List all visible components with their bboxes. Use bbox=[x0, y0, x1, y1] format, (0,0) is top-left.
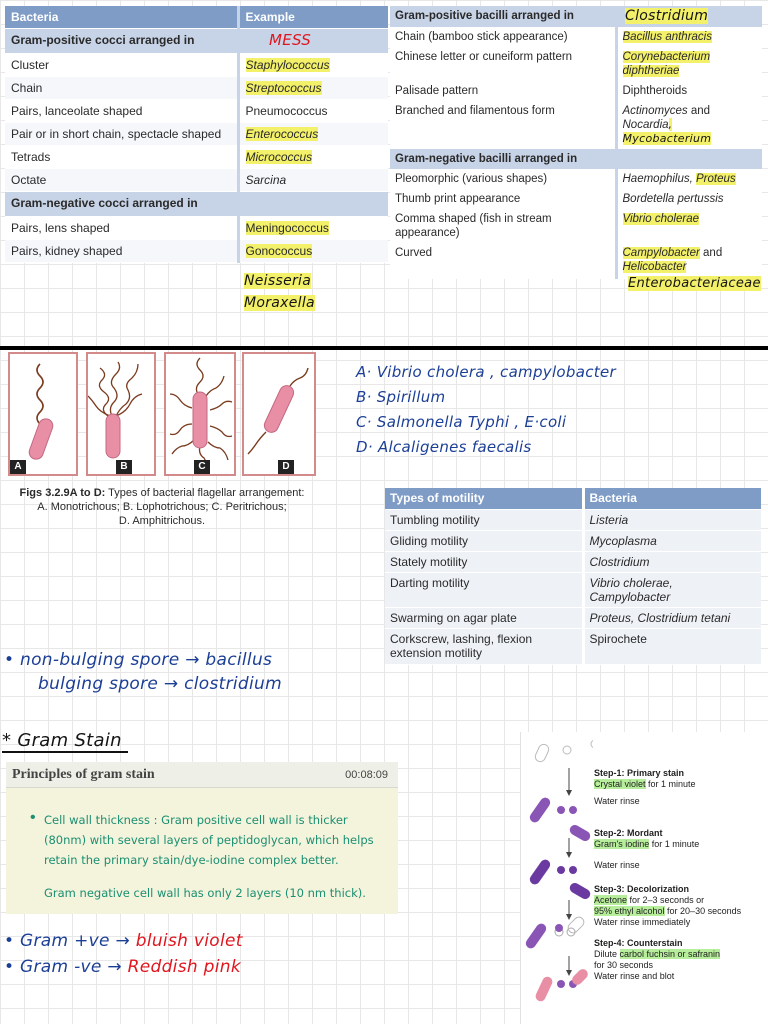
group-heading: Gram-negative cocci arranged in bbox=[5, 192, 388, 217]
table-row bbox=[390, 101, 762, 149]
motility-table bbox=[385, 488, 761, 665]
note-line: D· Alcaligenes faecalis bbox=[356, 438, 532, 456]
cell: Mycoplasma bbox=[583, 530, 761, 551]
handwritten-flagella-examples bbox=[356, 360, 616, 460]
principles-title: Principles of gram stain bbox=[12, 767, 155, 782]
table-row bbox=[385, 628, 761, 664]
note-line: A· Vibrio cholera , campylobacter bbox=[356, 363, 616, 381]
monotrichous-bacterium-icon bbox=[10, 354, 76, 474]
cell: Pairs, kidney shaped bbox=[5, 240, 238, 263]
cell: Proteus, Clostridium tetani bbox=[583, 607, 761, 628]
cell: Palisade pattern bbox=[395, 85, 479, 97]
cell: Pair or in short chain, spectacle shaped bbox=[5, 123, 238, 146]
cell-part: and bbox=[699, 247, 723, 259]
arrow-icon: → bbox=[115, 931, 131, 951]
cell: Listeria bbox=[583, 509, 761, 530]
result-value: bluish violet bbox=[135, 931, 243, 951]
gram-results bbox=[4, 928, 243, 980]
table-row bbox=[390, 47, 762, 81]
cell: Corkscrew, lashing, flexion extension motility bbox=[385, 628, 583, 664]
principle-text: Gram negative cell wall has only 2 layers (10 nm thick). bbox=[44, 886, 366, 900]
panel-lophotrichous bbox=[86, 352, 156, 476]
caption-line: A. Monotrichous; B. Lophotrichous; C. Peritrichous; bbox=[37, 501, 287, 513]
table-row bbox=[390, 189, 762, 209]
table-row bbox=[390, 81, 762, 101]
handwritten-notes-neisseria bbox=[244, 270, 315, 314]
cell: Bordetella pertussis bbox=[616, 189, 762, 209]
result-value: Reddish pink bbox=[127, 957, 241, 977]
cell-part: Haemophilus, bbox=[622, 173, 697, 185]
step-1 bbox=[594, 768, 696, 812]
group-heading: Gram-positive cocci arranged in bbox=[5, 29, 238, 54]
principles-body bbox=[6, 788, 398, 914]
panel-peritrichous bbox=[164, 352, 236, 476]
handwritten-note-mycobacterium: , Mycobacterium bbox=[622, 118, 712, 145]
note-line: bulging spore → clostridium bbox=[38, 674, 282, 694]
cell-highlighted: Proteus bbox=[696, 173, 736, 185]
table-row bbox=[390, 27, 762, 47]
cell-highlighted: Corynebacterium diphtheriae bbox=[622, 51, 711, 77]
step-3 bbox=[594, 884, 741, 928]
note-line: B· Spirillum bbox=[356, 388, 446, 406]
cell: Chain bbox=[5, 77, 238, 100]
step-rinse: Water rinse bbox=[594, 796, 640, 806]
cell: Gliding motility bbox=[385, 530, 583, 551]
result-label: • Gram -ve bbox=[4, 957, 102, 977]
cell: Chinese letter or cuneiform pattern bbox=[395, 51, 573, 63]
panel-monotrichous bbox=[8, 352, 78, 476]
note-neisseria: Neisseria bbox=[244, 273, 312, 289]
handwritten-spore-notes bbox=[4, 648, 282, 696]
cell: Curved bbox=[395, 247, 433, 259]
cell: Darting motility bbox=[385, 572, 583, 607]
arrow-icon: → bbox=[107, 957, 122, 977]
step-title: Step-2: Mordant bbox=[594, 828, 663, 838]
caption-line: D. Amphitrichous. bbox=[118, 515, 206, 527]
step-detail: for 1 minute bbox=[645, 779, 696, 789]
note-line: C· Salmonella Typhi , E·coli bbox=[356, 413, 567, 431]
step-rinse: Water rinse and blot bbox=[594, 971, 675, 981]
cell-part: Actinomyces bbox=[622, 105, 688, 117]
cell-highlighted: Streptococcus bbox=[245, 81, 322, 95]
cell-part: Nocardia bbox=[622, 119, 669, 131]
reagent: carbol fuchsin or safranin bbox=[619, 949, 721, 959]
principles-header bbox=[6, 762, 398, 788]
cell: Vibrio cholerae, Campylobacter bbox=[583, 572, 761, 607]
panel-amphitrichous bbox=[242, 352, 316, 476]
cell-highlighted: Micrococcus bbox=[245, 150, 313, 164]
table-row bbox=[5, 146, 388, 169]
lophotrichous-bacterium-icon bbox=[88, 354, 154, 474]
panel-label: A bbox=[10, 460, 26, 474]
caption-label: Figs 3.2.9A to D: bbox=[19, 487, 106, 499]
table-row bbox=[5, 240, 388, 263]
reagent: Acetone bbox=[594, 895, 628, 905]
cell-highlighted: Vibrio cholerae bbox=[622, 213, 700, 225]
step-detail: for 30 seconds bbox=[594, 960, 654, 970]
cell: Comma shaped (fish in stream appearance) bbox=[395, 213, 552, 239]
step-2 bbox=[594, 828, 699, 850]
section-divider bbox=[0, 346, 768, 350]
panel-label: C bbox=[194, 460, 210, 474]
cell-highlighted: Staphylococcus bbox=[245, 58, 330, 72]
table-row bbox=[5, 217, 388, 240]
panel-label: D bbox=[278, 460, 294, 474]
cell: Pairs, lanceolate shaped bbox=[5, 100, 238, 123]
table-row bbox=[390, 209, 762, 243]
flagella-figure bbox=[8, 352, 316, 476]
table-row bbox=[390, 169, 762, 189]
handwritten-note-mess: MESS bbox=[269, 31, 312, 49]
table-row bbox=[5, 54, 388, 77]
cell: Branched and filamentous form bbox=[395, 105, 555, 117]
step-detail: for 1 minute bbox=[649, 839, 700, 849]
result-line bbox=[4, 928, 243, 954]
panel-label: B bbox=[116, 460, 132, 474]
table-row bbox=[385, 509, 761, 530]
handwritten-note-clostridium: Clostridium bbox=[625, 8, 709, 24]
handwritten-note-enterobacteriaceae bbox=[628, 276, 761, 291]
reagent: Crystal violet bbox=[594, 779, 646, 789]
peritrichous-bacterium-icon bbox=[166, 354, 234, 474]
table-row bbox=[5, 77, 388, 100]
cell: Chain (bamboo stick appearance) bbox=[395, 31, 568, 43]
bullet-icon: • bbox=[30, 809, 36, 826]
result-label: • Gram +ve bbox=[4, 931, 110, 951]
cell-highlighted: Bacillus anthracis bbox=[622, 31, 712, 43]
step-2-rinse: Water rinse bbox=[594, 860, 640, 870]
video-timestamp: 00:08:09 bbox=[345, 769, 388, 781]
cell: Pairs, lens shaped bbox=[5, 217, 238, 240]
reagent: 95% ethyl alcohol bbox=[594, 906, 665, 916]
cell: Pleomorphic (various shapes) bbox=[395, 173, 548, 185]
step-detail: for 20–30 seconds bbox=[664, 906, 742, 916]
step-rinse: Water rinse immediately bbox=[594, 917, 691, 927]
col-header-bacteria: Bacteria bbox=[5, 6, 238, 29]
cell-highlighted: Helicobacter bbox=[622, 261, 687, 273]
group-heading: Gram-negative bacilli arranged in bbox=[390, 149, 762, 169]
table-row bbox=[385, 551, 761, 572]
cell-highlighted: Meningococcus bbox=[245, 221, 329, 235]
note-moraxella: Moraxella bbox=[244, 295, 315, 311]
reagent: Gram's iodine bbox=[594, 839, 650, 849]
cell: Thumb print appearance bbox=[395, 193, 521, 205]
cell-highlighted: Campylobacter bbox=[622, 247, 700, 259]
cell-part: and bbox=[687, 105, 711, 117]
note-text: Enterobacteriaceae bbox=[628, 276, 761, 291]
cell: Octate bbox=[5, 169, 238, 192]
note-line: • non-bulging spore → bacillus bbox=[4, 650, 273, 670]
cell: Clostridium bbox=[583, 551, 761, 572]
principle-text: Cell wall thickness : Gram positive cell wall is thicker (80nm) with several layers of peptidoglycan, which helps retain the primary stain/dye-iodine complex better. bbox=[44, 813, 374, 867]
cell: Sarcina bbox=[238, 169, 388, 192]
cell-highlighted: Enterococcus bbox=[245, 127, 319, 141]
table-row bbox=[385, 572, 761, 607]
col-header-bacteria: Bacteria bbox=[583, 488, 761, 509]
stain-cells-diagram-icon bbox=[521, 732, 593, 1024]
step-detail: for 2–3 seconds or bbox=[627, 895, 705, 905]
col-header-example: Example bbox=[238, 6, 388, 29]
cell: Swarming on agar plate bbox=[385, 607, 583, 628]
group-heading: Gram-positive bacilli arranged in bbox=[390, 6, 616, 27]
cell: Spirochete bbox=[583, 628, 761, 664]
table-row bbox=[5, 169, 388, 192]
gram-stain-heading: * Gram Stain bbox=[2, 730, 128, 753]
gram-stain-steps-figure bbox=[520, 732, 768, 1024]
step-title: Step-3: Decolorization bbox=[594, 884, 690, 894]
table-row bbox=[385, 607, 761, 628]
cell: Tetrads bbox=[5, 146, 238, 169]
amphitrichous-bacterium-icon bbox=[244, 354, 314, 474]
bacilli-table bbox=[390, 6, 762, 279]
result-line bbox=[4, 954, 243, 980]
col-header-motility: Types of motility bbox=[385, 488, 583, 509]
figure-caption bbox=[6, 486, 318, 528]
cell: Tumbling motility bbox=[385, 509, 583, 530]
cell: Stately motility bbox=[385, 551, 583, 572]
step-title: Step-4: Counterstain bbox=[594, 938, 683, 948]
cell: Pneumococcus bbox=[238, 100, 388, 123]
cell: Diphtheroids bbox=[616, 81, 762, 101]
table-row bbox=[390, 243, 762, 279]
caption-text: Types of bacterial flagellar arrangement: bbox=[105, 487, 305, 499]
step-title: Step-1: Primary stain bbox=[594, 768, 685, 778]
table-row bbox=[385, 530, 761, 551]
step-detail: Dilute bbox=[594, 949, 620, 959]
cell: Cluster bbox=[5, 54, 238, 77]
gram-positive-cocci-table bbox=[5, 6, 388, 263]
cell-highlighted: Gonococcus bbox=[245, 244, 313, 258]
table-row bbox=[5, 100, 388, 123]
step-4 bbox=[594, 938, 720, 982]
table-row bbox=[5, 123, 388, 146]
